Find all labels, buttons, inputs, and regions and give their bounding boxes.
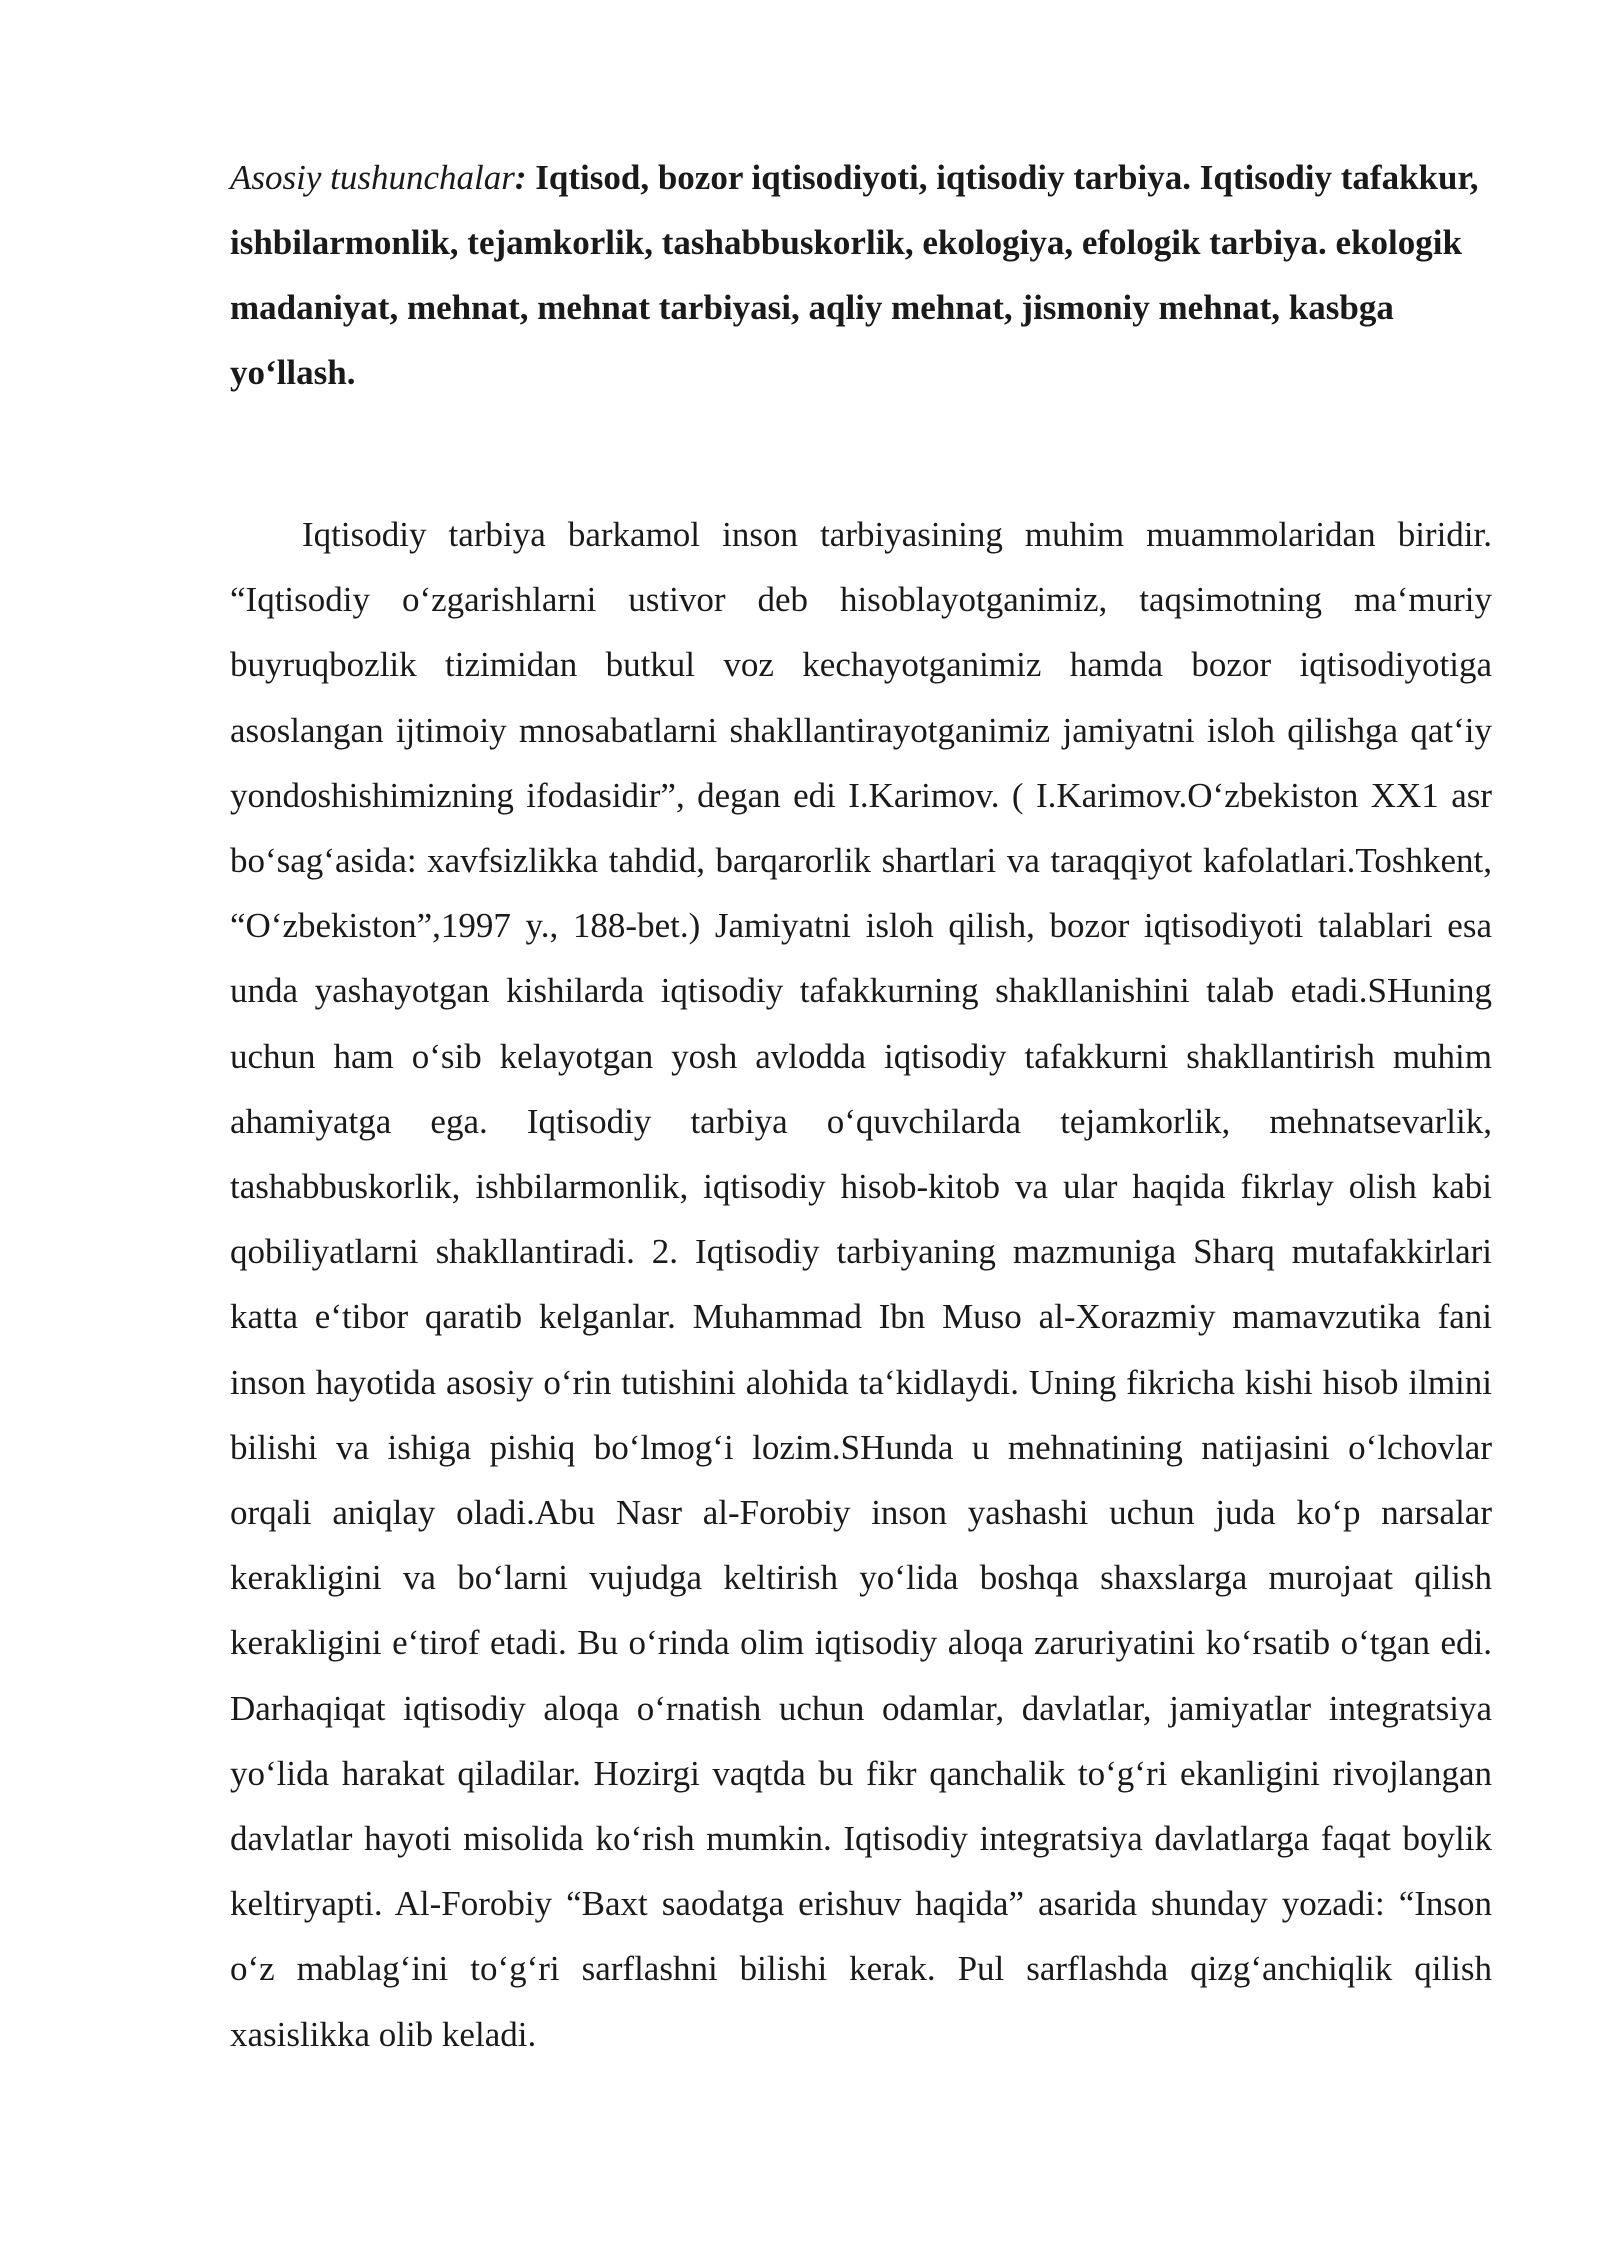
key-concepts-terms: Iqtisod, bozor iqtisodiyoti, iqtisodiy tarbiya. Iqtisodiy tafakkur, ishbilarmonlik, tejamkorlik, tashabbuskorlik, ekologiya, efologik tarbiya. ekologik madaniyat, mehnat, mehnat tarbiyasi, aqliy mehnat, jismoniy mehnat, kasbga yo‘llash. xyxy=(230,158,1479,392)
key-concepts-label: Asosiy tushunchalar xyxy=(230,158,515,197)
document-content xyxy=(230,145,1492,2067)
body-paragraph: Iqtisodiy tarbiya barkamol inson tarbiyasining muhim muammolaridan biridir. “Iqtisodiy o‘zgarishlarni ustivor deb hisoblayotganimiz, taqsimotning ma‘muriy buyruqbozlik tizimidan butkul voz kechayotganimiz hamda bozor iqtisodiyotiga asoslangan ijtimoiy mnosabatlarni shakllantirayotganimiz jamiyatni isloh qilishga qat‘iy yondoshishimizning ifodasidir”, degan edi I.Karimov. ( I.Karimov.O‘zbekiston XX1 asr bo‘sag‘asida: xavfsizlikka tahdid, barqarorlik shartlari va taraqqiyot kafolatlari.Toshkent, “O‘zbekiston”,1997 y., 188-bet.) Jamiyatni isloh qilish, bozor iqtisodiyoti talablari esa unda yashayotgan kishilarda iqtisodiy tafakkurning shakllanishini talab etadi.SHuning uchun ham o‘sib kelayotgan yosh avlodda iqtisodiy tafakkurni shakllantirish muhim ahamiyatga ega. Iqtisodiy tarbiya o‘quvchilarda tejamkorlik, mehnatsevarlik, tashabbuskorlik, ishbilarmonlik, iqtisodiy hisob-kitob va ular haqida fikrlay olish kabi qobiliyatlarni shakllantiradi. 2. Iqtisodiy tarbiyaning mazmuniga Sharq mutafakkirlari katta e‘tibor qaratib kelganlar. Muhammad Ibn Muso al-Xorazmiy mamavzutika fani inson hayotida asosiy o‘rin tutishini alohida ta‘kidlaydi. Uning fikricha kishi hisob ilmini bilishi va ishiga pishiq bo‘lmog‘i lozim.SHunda u mehnatining natijasini o‘lchovlar orqali aniqlay oladi.Abu Nasr al-Forobiy inson yashashi uchun juda ko‘p narsalar kerakligini va bo‘larni vujudga keltirish yo‘lida boshqa shaxslarga murojaat qilish kerakligini e‘tirof etadi. Bu o‘rinda olim iqtisodiy aloqa zaruriyatini ko‘rsatib o‘tgan edi. Darhaqiqat iqtisodiy aloqa o‘rnatish uchun odamlar, davlatlar, jamiyatlar integratsiya yo‘lida harakat qiladilar. Hozirgi vaqtda bu fikr qanchalik to‘g‘ri ekanligini rivojlangan davlatlar hayoti misolida ko‘rish mumkin. Iqtisodiy integratsiya davlatlarga faqat boylik keltiryapti. Al-Forobiy “Baxt saodatga erishuv haqida” asarida shunday yozadi: “Inson o‘z mablag‘ini to‘g‘ri sarflashni bilishi kerak. Pul sarflashda qizg‘anchiqlik qilish xasislikka olib keladi. xyxy=(230,515,1492,2054)
key-concepts xyxy=(230,145,1492,405)
key-concepts-colon: : xyxy=(514,158,527,197)
